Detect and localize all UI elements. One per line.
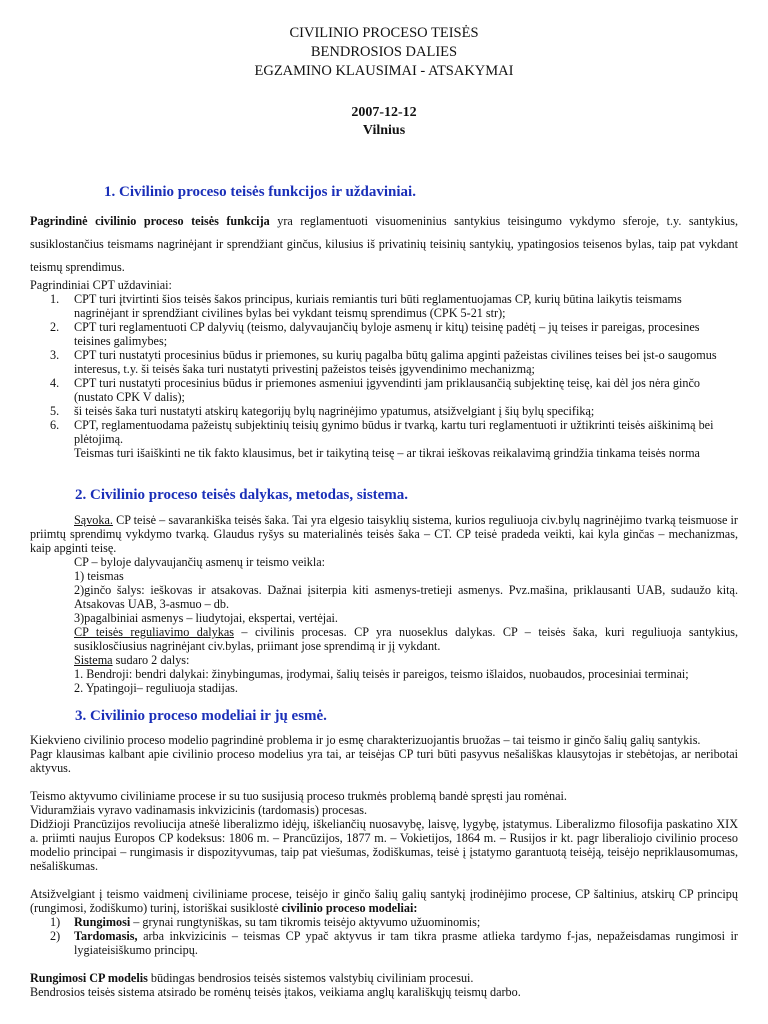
- participants-label: CP – byloje dalyvaujančių asmenų ir teismo veikla:: [74, 555, 326, 569]
- tasks-label: Pagrindiniai CPT uždaviniai:: [30, 278, 172, 292]
- list-item: 5. ši teisės šaka turi nustatyti atskirų kategorijų bylų nagrinėjimo ypatumus, atsižvelgiant į šių bylų specifiką;: [50, 404, 595, 418]
- list-item-note: Teismas turi išaiškinti ne tik fakto klausimus, bet ir taikytiną teisę – ar tikrai ieškovas reikalavimą grindžia tinkama teisės norma: [74, 446, 700, 460]
- section-3-heading: 3. Civilinio proceso modeliai ir jų esmė.: [75, 708, 327, 724]
- dalykas-paragraph: CP teisės reguliavimo dalykas – civilinis procesas. CP yra nuoseklus dalykas. CP – teisės šaka, kuri reguliuoja santykius, susiklosčiusius nagrinėjant civ.bylas, priimant jose sprendimą ir jį vykdant.: [74, 625, 738, 653]
- list-item: 2. CPT turi reglamentuoti CP dalyvių (teismo, dalyvaujančių byloje asmenų ir kitų) teisinę padėtį – jų teises ir pareigas, procesines teisines galimybes;: [50, 320, 700, 348]
- section-3-paragraph: Teismo aktyvumo civiliniame procese ir su tuo susijusią proceso trukmės problemą bandė spręsti jau romėnai.: [30, 789, 567, 803]
- tasks-list: [30, 292, 738, 460]
- document-city: Vilnius: [362, 123, 406, 138]
- list-item: 1. CPT turi įtvirtinti šios teisės šakos principus, kuriais remiantis turi būti reglamentuojamas CP, kurių būtina laikytis teismams nagrinėjant ir sprendžiant civilines bylas bei vykdant teismų sprendimus (CPK 5-21 str);: [50, 292, 682, 320]
- title-line-1: CIVILINIO PROCESO TEISĖS: [289, 25, 479, 41]
- section-3-body: [30, 733, 738, 999]
- document-title: [0, 24, 768, 81]
- section-3-paragraph: Pagr klausimas kalbant apie civilinio proceso modelius yra tai, ar teisėjas CP turi būti pasyvus nešališkas klausytojas ir stebėtojas, ar neribotai aktyvus.: [30, 747, 738, 775]
- models-list: [30, 915, 738, 957]
- title-line-2: BENDROSIOS DALIES: [310, 44, 458, 60]
- sistema-paragraph: Sistema sudaro 2 dalys:: [74, 653, 190, 667]
- sistema-item: 2. Ypatingoji– reguliuoja stadijas.: [74, 681, 238, 695]
- section-3-paragraph: Kiekvieno civilinio proceso modelio pagrindinė problema ir jo esmę charakterizuojantis bruožas – tai teismo ir ginčo šalių galių santykis.: [30, 733, 701, 747]
- section-1-intro: [30, 210, 738, 279]
- intro-bold: Pagrindinė civilinio proceso teisės funkcija: [30, 214, 270, 228]
- sistema-item: 1. Bendroji: bendri dalykai: žinybingumas, įrodymai, šalių teisės ir pareigos, teismo išlaidos, nuobaudos, procesiniai terminai;: [74, 667, 689, 681]
- participants-item: 2)ginčo šalys: ieškovas ir atsakovas. Dažnai įsiterpia kiti asmenys-tretieji asmenys. Pvz.mašina, priklausanti UAB, sudaužo kitą. Atsakovas UAB, 3-asmuo – db.: [74, 583, 738, 611]
- list-item: 3. CPT turi nustatyti procesinius būdus ir priemones, su kurių pagalba būtų galima apginti pažeistas civilines teises bei įst-o saugomus interesus, t.y. ši teisės šaka turi nustatyti privestinį pažeistos teisės įgyvendinimo mechanizmą;: [50, 348, 717, 376]
- list-item: 2) Tardomasis, arba inkvizicinis – teismas CP ypač aktyvus ir tam tikra prasme atlieka tardymo f-jas, nepažeisdamas rungimosi ir lygiateisiškumo principų.: [50, 929, 738, 957]
- list-item: 4. CPT turi nustatyti procesinius būdus ir priemones asmeniui įgyvendinti jam priklausančią subjektinę teisę, kai dėl jos nėra ginčo (nustato CPK V dalis);: [50, 376, 700, 404]
- section-2-body: [30, 513, 738, 695]
- section-3-paragraph: Bendrosios teisės sistema atsirado be romėnų teisės įtakos, veikiama anglų karališkųjų teismų darbo.: [30, 985, 521, 999]
- section-1-heading: 1. Civilinio proceso teisės funkcijos ir uždaviniai.: [104, 184, 416, 200]
- participants-item: 1) teismas: [74, 569, 124, 583]
- section-3-paragraph: Viduramžiais vyravo vadinamasis inkvizicinis (tardomasis) procesas.: [30, 803, 368, 817]
- list-item: 1) Rungimosi – grynai rungtyniškas, su tam tikromis teisėjo aktyvumo užuominomis;: [50, 915, 481, 929]
- section-2-heading: 2. Civilinio proceso teisės dalykas, metodas, sistema.: [75, 487, 409, 503]
- document-date: 2007-12-12: [351, 105, 417, 120]
- section-3-paragraph: Atsižvelgiant į teismo vaidmenį civiliniame procese, teisėjo ir ginčo šalių galių santykį įrodinėjimo procese, CP šaltinius, atskirų CP principų (rungimosi, žodiškumo) turinį, istoriškai susiklostė civilinio proceso modeliai:: [30, 887, 738, 915]
- document-date-block: [0, 104, 768, 140]
- savoka-paragraph: Sąvoka. CP teisė – savarankiška teisės šaka. Tai yra elgesio taisyklių sistema, kurios reguliuoja civ.bylų nagrinėjimo tvarką teismuose ir priimtų sprendimų vykdymo tvarką. Glaudus ryšys su materialinės teisės šaka – CT. CP teisė pradeda veikti, kai kyla ginčas – mechanizmas, kaip apginti teisę.: [30, 513, 738, 555]
- title-line-3: EGZAMINO KLAUSIMAI - ATSAKYMAI: [254, 63, 514, 79]
- list-item: 6. CPT, reglamentuodama pažeistų subjektinių teisių gynimo būdus ir tvarką, kartu turi reglamentuoti ir užtikrinti teisės aiškinimą bei plėtojimą.: [50, 418, 714, 446]
- section-3-paragraph: Rungimosi CP modelis būdingas bendrosios teisės sistemos valstybių civiliniam procesui.: [30, 971, 474, 985]
- intro-text: yra reglamentuoti visuomeninius santykius teisingumo vykdymo sferoje, t.y. santykius, susiklostančius teismams nagrinėjant ir sprendžiant ginčus, kilusius iš privatinių teisinių santykių, ypatingosios teisenos bylas, taip pat vykdant teismų sprendimus.: [30, 214, 738, 274]
- participants-item: 3)pagalbiniai asmenys – liudytojai, ekspertai, vertėjai.: [74, 611, 338, 625]
- section-3-paragraph: Didžioji Prancūzijos revoliucija atnešė liberalizmo idėjų, iškeliančių nuosavybę, laisvę, lygybę, įstatymus. Liberalizmo filosofija paskatino XIX a. priimti naujus Europos CP kodeksus: 1806 m. – Prancūzijos, 1877 m. – Vokietijos, 1864 m. – Rusijos ir kt. pagr liberaliojo civilinio proceso modelio principai – rungimasis ir dispozityvumas, taip pat viešumas, žodiškumas, teisė į įstatymo garantuotą teisėją, teisėjo nepriklausomumas, nešališkumas.: [30, 817, 738, 873]
